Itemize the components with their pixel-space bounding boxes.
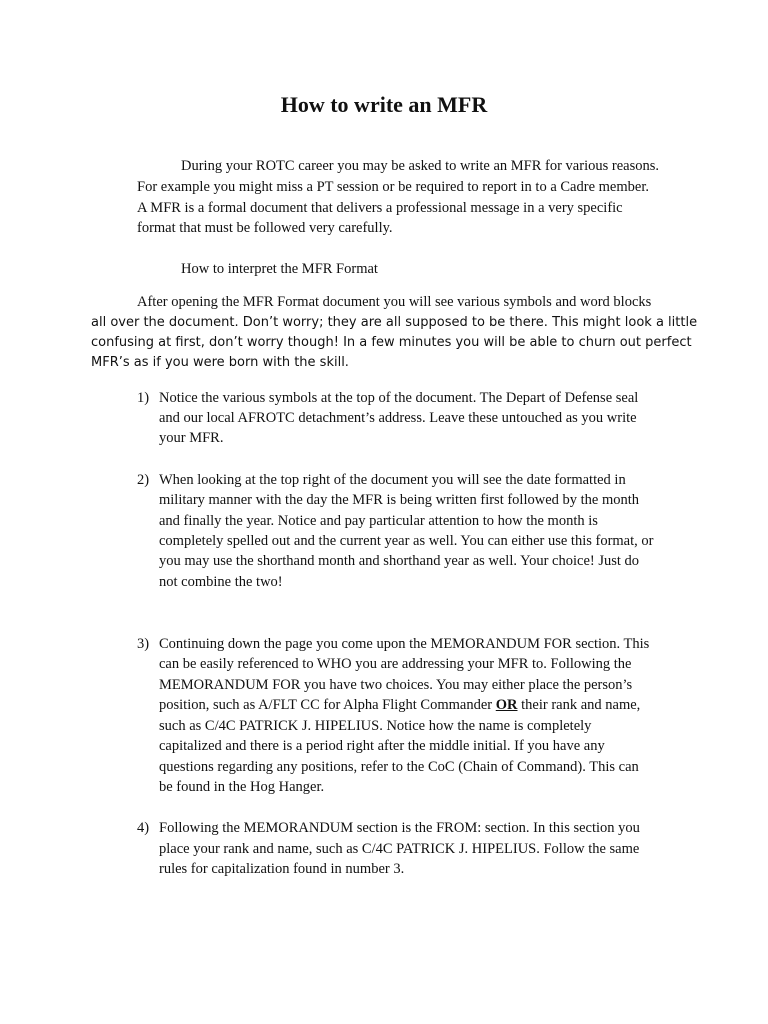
item-3-line-7: questions regarding any positions, refer to the CoC (Chain of Command). This can — [159, 759, 639, 775]
page-title: How to write an MFR — [280, 92, 488, 117]
intro-line-1: During your ROTC career you may be asked to write an MFR for various reasons. — [181, 158, 659, 174]
format-subheading: How to interpret the MFR Format — [181, 261, 378, 277]
list-item-number: 2) — [137, 472, 150, 488]
list-item-number: 4) — [137, 820, 150, 836]
item-1-line-3: your MFR. — [159, 430, 224, 446]
or-emphasis: OR — [495, 697, 518, 713]
item-3-line-3: MEMORANDUM FOR you have two choices. You may either place the person’s — [159, 677, 633, 693]
item-4-line-3: rules for capitalization found in number 3. — [159, 861, 405, 877]
item-4-line-2: place your rank and name, such as C/4C PATRICK J. HIPELIUS. Follow the same — [159, 841, 640, 857]
item-4-line-1: Following the MEMORANDUM section is the FROM: section. In this section you — [159, 820, 640, 836]
item-2-line-4: completely spelled out and the current year as well. You can either use this format, or — [159, 533, 654, 549]
item-3-line-6: capitalized and there is a period right after the middle initial. If you have any — [159, 738, 605, 754]
intro-line-4: format that must be followed very carefully. — [137, 220, 393, 236]
item-2-line-6: not combine the two! — [159, 574, 283, 590]
after-opening-line-1: After opening the MFR Format document you will see various symbols and word blocks — [137, 294, 652, 310]
item-1-line-1: Notice the various symbols at the top of the document. The Depart of Defense seal — [159, 390, 639, 406]
item-3-line-4-suffix: their rank and name, — [517, 697, 641, 713]
item-2-line-5: you may use the shorthand month and shorthand year as well. Your choice! Just do — [159, 553, 640, 569]
intro-line-2: For example you might miss a PT session or be required to report in to a Cadre member. — [137, 179, 649, 195]
item-3-line-8: be found in the Hog Hanger. — [159, 779, 325, 795]
item-1-line-2: and our local AFROTC detachment’s address. Leave these untouched as you write — [159, 410, 637, 426]
after-opening-line-2: all over the document. Don’t worry; they are all supposed to be there. This might look a little — [91, 315, 698, 330]
item-2-line-2: military manner with the day the MFR is being written first followed by the month — [159, 492, 640, 508]
item-3-line-4 — [159, 695, 640, 715]
list-item-number: 1) — [137, 390, 150, 406]
after-opening-line-4: MFR’s as if you were born with the skill. — [91, 355, 349, 370]
item-3-line-5: such as C/4C PATRICK J. HIPELIUS. Notice how the name is completely — [159, 718, 592, 734]
list-item-number: 3) — [137, 636, 150, 652]
item-3-line-4-prefix: position, such as A/FLT CC for Alpha Flight Commander — [159, 697, 496, 713]
after-opening-line-3: confusing at first, don’t worry though! In a few minutes you will be able to churn out perfect — [91, 335, 692, 350]
item-3-line-2: can be easily referenced to WHO you are addressing your MFR to. Following the — [159, 656, 632, 672]
item-2-line-3: and finally the year. Notice and pay particular attention to how the month is — [159, 513, 598, 529]
item-2-line-1: When looking at the top right of the document you will see the date formatted in — [159, 472, 626, 488]
intro-line-3: A MFR is a formal document that delivers a professional message in a very specific — [137, 200, 623, 216]
item-3-line-1: Continuing down the page you come upon the MEMORANDUM FOR section. This — [159, 636, 650, 652]
